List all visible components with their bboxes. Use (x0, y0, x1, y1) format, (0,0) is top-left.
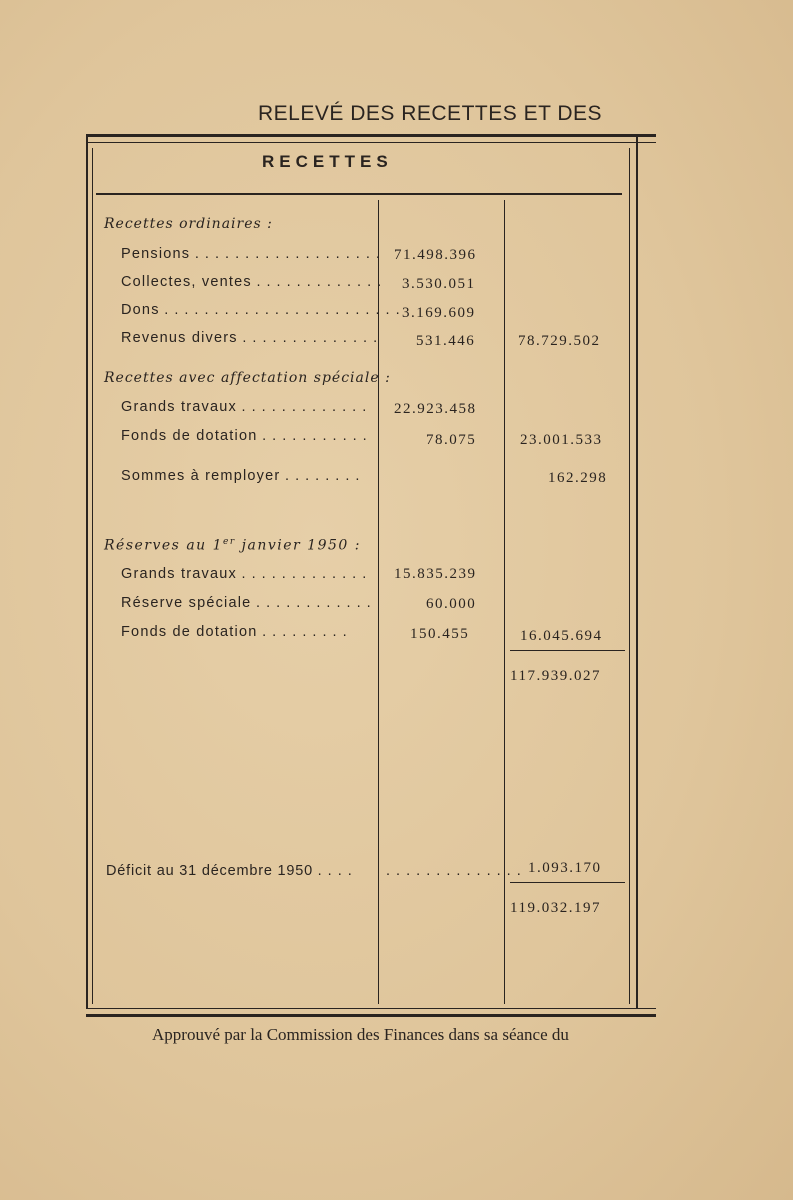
row-amount: 150.455 (410, 626, 470, 642)
reserves-heading (104, 537, 361, 554)
row-label: Revenus divers (121, 330, 238, 346)
table-row (121, 468, 360, 484)
left-border (86, 137, 88, 1009)
group-total: 78.729.502 (518, 333, 601, 349)
row-amount: 78.075 (426, 432, 477, 448)
right-border-outer (629, 148, 630, 1004)
middle-dots: . . . . . . . . . . . . . . (386, 863, 522, 879)
row-label: Fonds de dotation (121, 624, 258, 640)
row-amount: 60.000 (426, 596, 477, 612)
reserves-heading-sup: er (223, 537, 236, 547)
bottom-rule-thick (86, 1014, 656, 1017)
group-total: 162.298 (548, 470, 608, 486)
row-amount: 15.835.239 (394, 566, 477, 582)
leader-dots: . . . . . . . . . . . . . . (242, 330, 379, 346)
row-label: Fonds de dotation (121, 428, 258, 444)
deficit-amount: 1.093.170 (528, 860, 602, 876)
row-label: Dons (121, 302, 160, 318)
table-row (121, 274, 382, 290)
row-label: Grands travaux (121, 399, 237, 415)
row-amount: 71.498.396 (394, 247, 477, 263)
recettes-ordinaires-heading: Recettes ordinaires : (104, 216, 273, 232)
bottom-rule (86, 1008, 656, 1009)
row-label: Sommes à remployer (121, 468, 281, 484)
grand-total: 119.032.197 (510, 900, 601, 916)
left-border-inner (92, 148, 93, 1004)
recettes-speciales-heading: Recettes avec affectation spéciale : (104, 370, 391, 386)
table-row (106, 863, 353, 879)
subtotal-rule (510, 650, 625, 651)
row-amount: 3.169.609 (402, 305, 476, 321)
row-label: Pensions (121, 246, 191, 262)
column-divider-2 (504, 200, 505, 1004)
row-label: Réserve spéciale (121, 595, 252, 611)
row-label: Collectes, ventes (121, 274, 252, 290)
top-rule-thin (86, 142, 656, 143)
leader-dots: . . . . . . . . . . . (262, 428, 368, 444)
leader-dots: . . . . (317, 863, 353, 879)
row-amount: 531.446 (416, 333, 476, 349)
leader-dots: . . . . . . . . (285, 468, 361, 484)
column-divider-1 (378, 200, 379, 1004)
group-total: 16.045.694 (520, 628, 603, 644)
leader-dots: . . . . . . . . . . . . . . . . . . . (194, 246, 381, 262)
row-label: Grands travaux (121, 566, 237, 582)
section-heading: RECETTES (262, 152, 393, 171)
grand-total-rule (510, 882, 625, 883)
table-row (121, 595, 372, 611)
leader-dots: . . . . . . . . . . . . . . . . . . . . . . . . (164, 302, 401, 318)
table-row (121, 399, 367, 415)
table-row (121, 624, 348, 640)
heading-rule (96, 193, 622, 195)
reserves-heading-date: janvier 1950 : (235, 537, 361, 554)
table-row (121, 428, 368, 444)
right-border (636, 137, 638, 1009)
footer-text: Approuvé par la Commission des Finances dans sa séance du (152, 1025, 569, 1044)
table-row (121, 246, 381, 262)
leader-dots: . . . . . . . . . . . . . (241, 399, 368, 415)
table-row (121, 566, 367, 582)
leader-dots: . . . . . . . . . . . . . (241, 566, 368, 582)
row-amount: 3.530.051 (402, 276, 476, 292)
group-total: 23.001.533 (520, 432, 603, 448)
page-title: RELEVÉ DES RECETTES ET DES (258, 102, 603, 125)
row-amount: 22.923.458 (394, 401, 477, 417)
table-row (121, 302, 401, 318)
subtotal: 117.939.027 (510, 668, 601, 684)
leader-dots: . . . . . . . . . . . . (256, 595, 372, 611)
table-row (121, 330, 378, 346)
leader-dots: . . . . . . . . . . . . . (256, 274, 383, 290)
leader-dots: . . . . . . . . . (262, 624, 348, 640)
reserves-heading-text: Réserves au 1 (104, 537, 224, 554)
row-label: Déficit au 31 décembre 1950 (106, 863, 313, 879)
top-rule (86, 134, 656, 137)
